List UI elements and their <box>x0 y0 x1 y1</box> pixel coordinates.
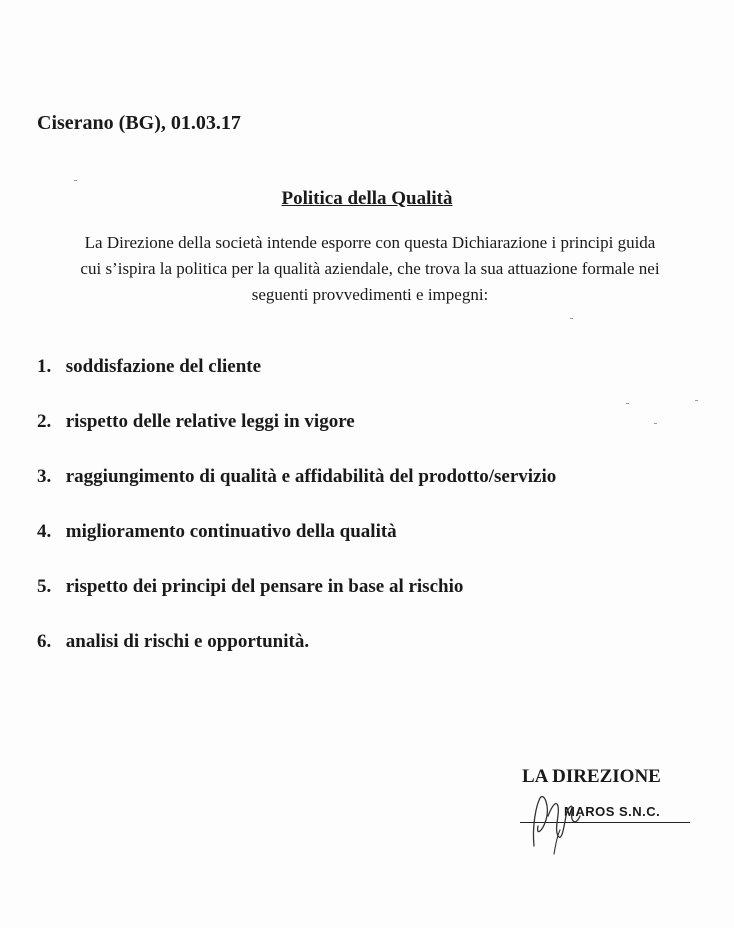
item-number: 3. <box>37 466 52 487</box>
item-text: rispetto dei principi del pensare in base al rischio <box>65 576 464 597</box>
place-date: Ciserano (BG), 01.03.17 <box>37 112 241 134</box>
list-item <box>37 462 556 517</box>
list-item <box>37 627 556 682</box>
list-item <box>37 572 556 627</box>
item-number: 5. <box>37 576 52 597</box>
item-number: 4. <box>37 521 52 542</box>
scan-speck <box>74 180 77 181</box>
document-title: Politica della Qualità <box>281 188 453 209</box>
company-stamp: MAROS S.N.C. <box>564 804 661 819</box>
item-text: soddisfazione del cliente <box>65 356 262 377</box>
intro-line: La Direzione della società intende esporre con questa Dichiarazione i principi guida <box>84 233 656 252</box>
handwritten-signature <box>524 776 594 856</box>
scan-speck <box>695 400 698 401</box>
intro-line: seguenti provvedimenti e impegni: <box>251 285 489 304</box>
item-text: miglioramento continuativo della qualità <box>65 521 397 542</box>
item-text: raggiungimento di qualità e affidabilità del prodotto/servizio <box>65 466 557 487</box>
signature-block <box>522 766 702 846</box>
list-item <box>37 407 556 462</box>
commitments-list <box>37 352 556 682</box>
signature-label: LA DIREZIONE <box>522 766 661 787</box>
item-number: 1. <box>37 356 52 377</box>
item-text: rispetto delle relative leggi in vigore <box>65 411 355 432</box>
scan-speck <box>570 318 573 319</box>
list-item <box>37 517 556 572</box>
item-number: 6. <box>37 631 52 652</box>
list-item <box>37 352 556 407</box>
scan-speck <box>654 423 657 424</box>
item-number: 2. <box>37 411 52 432</box>
item-text: analisi di rischi e opportunità. <box>65 631 310 652</box>
scan-speck <box>626 403 629 404</box>
intro-line: cui s’ispira la politica per la qualità aziendale, che trova la sua attuazione formale nei <box>80 259 660 278</box>
intro-paragraph <box>30 230 710 308</box>
